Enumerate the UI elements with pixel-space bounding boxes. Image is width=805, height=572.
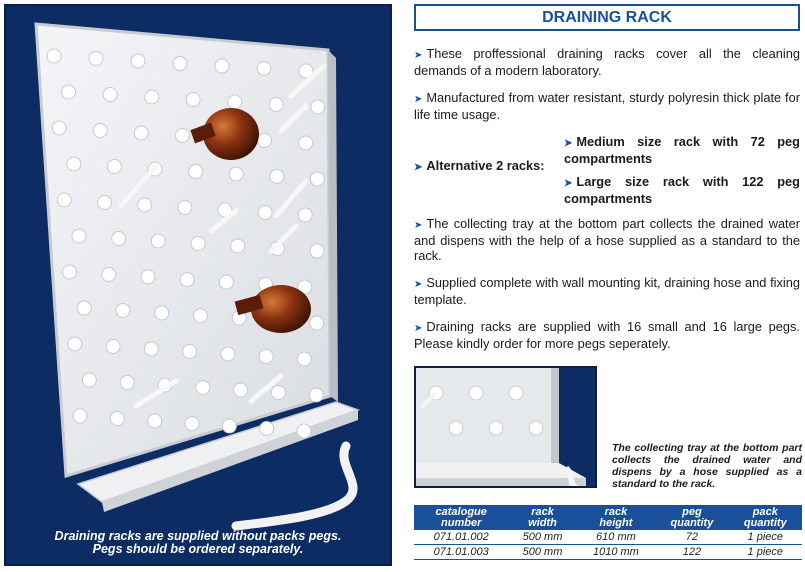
peg-hole [196,381,210,395]
caption-line-1: Draining racks are supplied without packs pegs. [54,529,342,543]
header-catalogue-number [414,505,508,530]
peg-hole [138,198,152,212]
peg-hole [234,383,248,397]
header-line: rack [531,506,554,518]
peg-hole [131,54,145,68]
product-photo-panel [4,4,392,566]
feature-text: Draining racks are supplied with 16 small and 16 large pegs. Please kindly order for more pegs seperately. [414,319,800,351]
peg-hole [68,337,82,351]
header-line: quantity [743,517,787,529]
table-row [414,530,802,545]
peg-hole [183,345,197,359]
peg-hole [72,229,86,243]
peg-hole [185,417,199,431]
alternatives-label-text: Alternative 2 racks: [426,158,545,173]
peg-hole [180,273,194,287]
collecting-tray-photo [414,366,597,488]
feature-bullet [414,90,800,122]
peg-hole [260,422,274,436]
cell-rack-width: 500 mm [508,545,576,560]
peg-hole [193,309,207,323]
peg-hole [189,165,203,179]
feature-bullet [414,216,800,263]
peg-hole [82,373,96,387]
peg-hole [257,62,271,76]
peg-hole [73,409,87,423]
header-line: quantity [670,517,714,529]
peg-hole [120,376,134,390]
peg-hole [145,90,159,104]
arrow-icon: ➤ [414,50,423,61]
cell-catalogue-number: 071.01.003 [414,545,508,560]
arrow-icon: ➤ [414,162,423,173]
peg-hole [173,57,187,71]
header-line: catalogue [435,506,487,518]
peg-hole [144,342,158,356]
peg-hole [63,265,77,279]
header-rack-width [508,505,576,530]
arrow-icon: ➤ [414,279,423,290]
cell-peg-quantity: 122 [655,545,728,560]
cell-pack-quantity: 1 piece [729,530,802,545]
peg-hole [148,414,162,428]
alternative-text: Large size rack with 122 peg compartments [564,174,800,206]
peg-hole [106,340,120,354]
peg-hole [228,95,242,109]
peg-hole [102,268,116,282]
cell-rack-height: 610 mm [577,530,656,545]
peg-hole [116,304,130,318]
peg-hole [222,419,236,433]
draining-rack-illustration [6,6,392,566]
peg-hole [67,157,81,171]
peg-hole [178,201,192,215]
peg-hole [258,134,272,148]
peg-hole [299,136,313,150]
feature-list [414,46,800,363]
peg-hole [112,232,126,246]
header-line: height [599,517,633,529]
cell-rack-width: 500 mm [508,530,576,545]
peg-hole [311,100,325,114]
peg-hole [98,196,112,210]
feature-text: These proffessional draining racks cover all the cleaning demands of a modern laboratory. [414,46,800,78]
left-caption [6,530,390,556]
catalogue-table [414,505,802,560]
feature-bullet [414,319,800,351]
alternative-item-medium [564,134,800,166]
header-line: rack [604,506,628,518]
peg-hole [298,208,312,222]
arrow-icon: ➤ [414,323,423,334]
peg-hole [269,98,283,112]
feature-text: Manufactured from water resistant, sturdy polyresin thick plate for life time usage. [414,90,800,122]
feature-text: The collecting tray at the bottom part collects the drained water and dispens with the help of a hose supplied as a standard to the rack. [414,216,800,263]
feature-text: Supplied complete with wall mounting kit, draining hose and fixing template. [414,275,800,307]
arrow-icon: ➤ [414,94,423,105]
peg-hole [103,88,117,102]
table-row [414,545,802,560]
peg-hole [191,237,205,251]
peg-hole [47,49,61,63]
collecting-tray-illustration [416,368,597,488]
peg-hole [297,352,311,366]
header-rack-height [577,505,656,530]
peg-hole [310,244,324,258]
peg-hole [309,388,323,402]
peg-hole [310,316,324,330]
alternative-text: Medium size rack with 72 peg compartments [564,134,800,166]
arrow-icon: ➤ [564,138,573,149]
cell-catalogue-number: 071.01.002 [414,530,508,545]
feature-bullet [414,46,800,78]
header-pack-quantity [729,505,802,530]
peg-hole [310,172,324,186]
peg-hole [175,129,189,143]
peg-hole [215,59,229,73]
peg-hole [186,93,200,107]
cell-rack-height: 1010 mm [577,545,656,560]
caption-line-2: Pegs should be ordered separately. [92,542,304,556]
peg-hole [155,306,169,320]
alternatives-label [414,158,544,175]
peg-hole [219,275,233,289]
alternative-item-large [564,174,800,206]
arrow-icon: ➤ [564,178,573,189]
peg-hole [270,170,284,184]
table-header-row [414,505,802,530]
peg-hole [77,301,91,315]
peg-hole [151,234,165,248]
thumb-caption: The collecting tray at the bottom part collects the drained water and dispens by a hose supplied as a standard to the rack. [612,442,802,490]
peg-hole [271,386,285,400]
peg-hole [297,424,311,438]
peg-hole [89,52,103,66]
feature-bullet [414,275,800,307]
page-title: DRAINING RACK [414,4,800,31]
peg-hole [231,239,245,253]
arrow-icon: ➤ [414,220,423,231]
cell-peg-quantity: 72 [655,530,728,545]
peg-hole [134,126,148,140]
header-line: pack [752,506,778,518]
peg-hole [221,347,235,361]
peg-hole [62,85,76,99]
header-peg-quantity [655,505,728,530]
header-line: number [441,517,482,529]
alternatives-block [414,134,800,204]
peg-hole [57,193,71,207]
header-line: peg [682,506,702,518]
peg-hole [259,350,273,364]
header-line: width [528,517,557,529]
peg-hole [229,167,243,181]
peg-hole [52,121,66,135]
peg-hole [110,412,124,426]
peg-hole [141,270,155,284]
cell-pack-quantity: 1 piece [729,545,802,560]
peg-hole [93,124,107,138]
peg-hole [107,160,121,174]
peg-hole [258,206,272,220]
